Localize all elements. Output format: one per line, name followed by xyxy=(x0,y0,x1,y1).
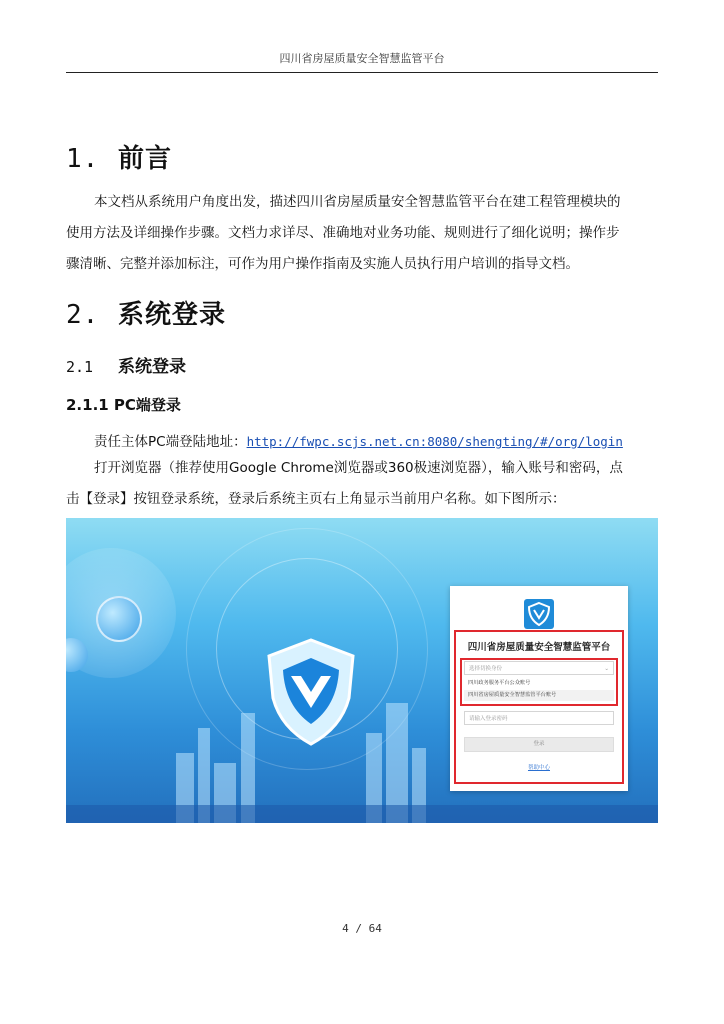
chevron-down-icon: ⌄ xyxy=(604,666,609,672)
url-line xyxy=(66,430,686,450)
url-prefix: 责任主体PC端登陆地址： xyxy=(94,434,247,450)
page-number: 4 / 64 xyxy=(342,922,382,935)
heading-section-1 xyxy=(66,138,172,175)
running-header: 四川省房屋质量安全智慧监管平台 xyxy=(279,52,445,65)
heading-text: 系统登录 xyxy=(118,300,227,330)
identity-option[interactable]: 四川省房屋质量安全智慧监管平台账号 xyxy=(464,690,614,701)
paragraph-line: 打开浏览器（推荐使用Google Chrome浏览器或360极速浏览器），输入账号和密码，点 xyxy=(94,460,623,476)
globe-icon xyxy=(96,596,142,642)
login-button[interactable]: 登录 xyxy=(464,737,614,752)
login-title: 四川省房屋质量安全智慧监管平台 xyxy=(467,642,611,653)
paragraph-line: 使用方法及详细操作步骤。文档力求详尽、准确地对业务功能、规则进行了细化说明；操作步 xyxy=(66,225,620,241)
password-field[interactable] xyxy=(464,711,614,725)
ground xyxy=(66,805,658,823)
heading-text: 系统登录 xyxy=(118,357,186,377)
heading-text: 前言 xyxy=(118,144,173,174)
heading-number: 2.1 xyxy=(66,358,94,376)
app-logo-icon xyxy=(524,599,554,629)
heading-number: 1. xyxy=(66,144,100,174)
heading-section-2 xyxy=(66,294,226,331)
select-placeholder: 选择切换身份 xyxy=(469,666,503,672)
heading-number: 2. xyxy=(66,300,100,330)
heading-section-2-1 xyxy=(66,352,186,377)
highlight-box-inner xyxy=(460,658,618,706)
login-panel xyxy=(450,586,628,791)
shield-icon xyxy=(261,636,361,748)
intro-paragraph xyxy=(66,187,658,280)
login-screenshot xyxy=(66,518,658,823)
instruction-paragraph xyxy=(66,453,658,515)
highlight-box-outer xyxy=(454,630,624,784)
heading-section-2-1-1: 2.1.1 PC端登录 xyxy=(66,396,181,414)
login-url-link[interactable]: http://fwpc.scjs.net.cn:8080/shengting/#/org/login xyxy=(246,434,623,449)
help-link[interactable]: 帮助中心 xyxy=(527,765,550,771)
paragraph-line: 击【登录】按钮登录系统，登录后系统主页右上角显示当前用户名称。如下图所示： xyxy=(66,491,566,507)
paragraph-line: 本文档从系统用户角度出发，描述四川省房屋质量安全智慧监管平台在建工程管理模块的 xyxy=(94,194,621,210)
password-placeholder: 请输入登录密码 xyxy=(469,716,508,722)
header-rule xyxy=(66,72,658,73)
identity-option[interactable]: 四川政务服务平台公众账号 xyxy=(468,680,531,686)
paragraph-line: 骤清晰、完整并添加标注，可作为用户操作指南及实施人员执行用户培训的指导文档。 xyxy=(66,256,579,272)
